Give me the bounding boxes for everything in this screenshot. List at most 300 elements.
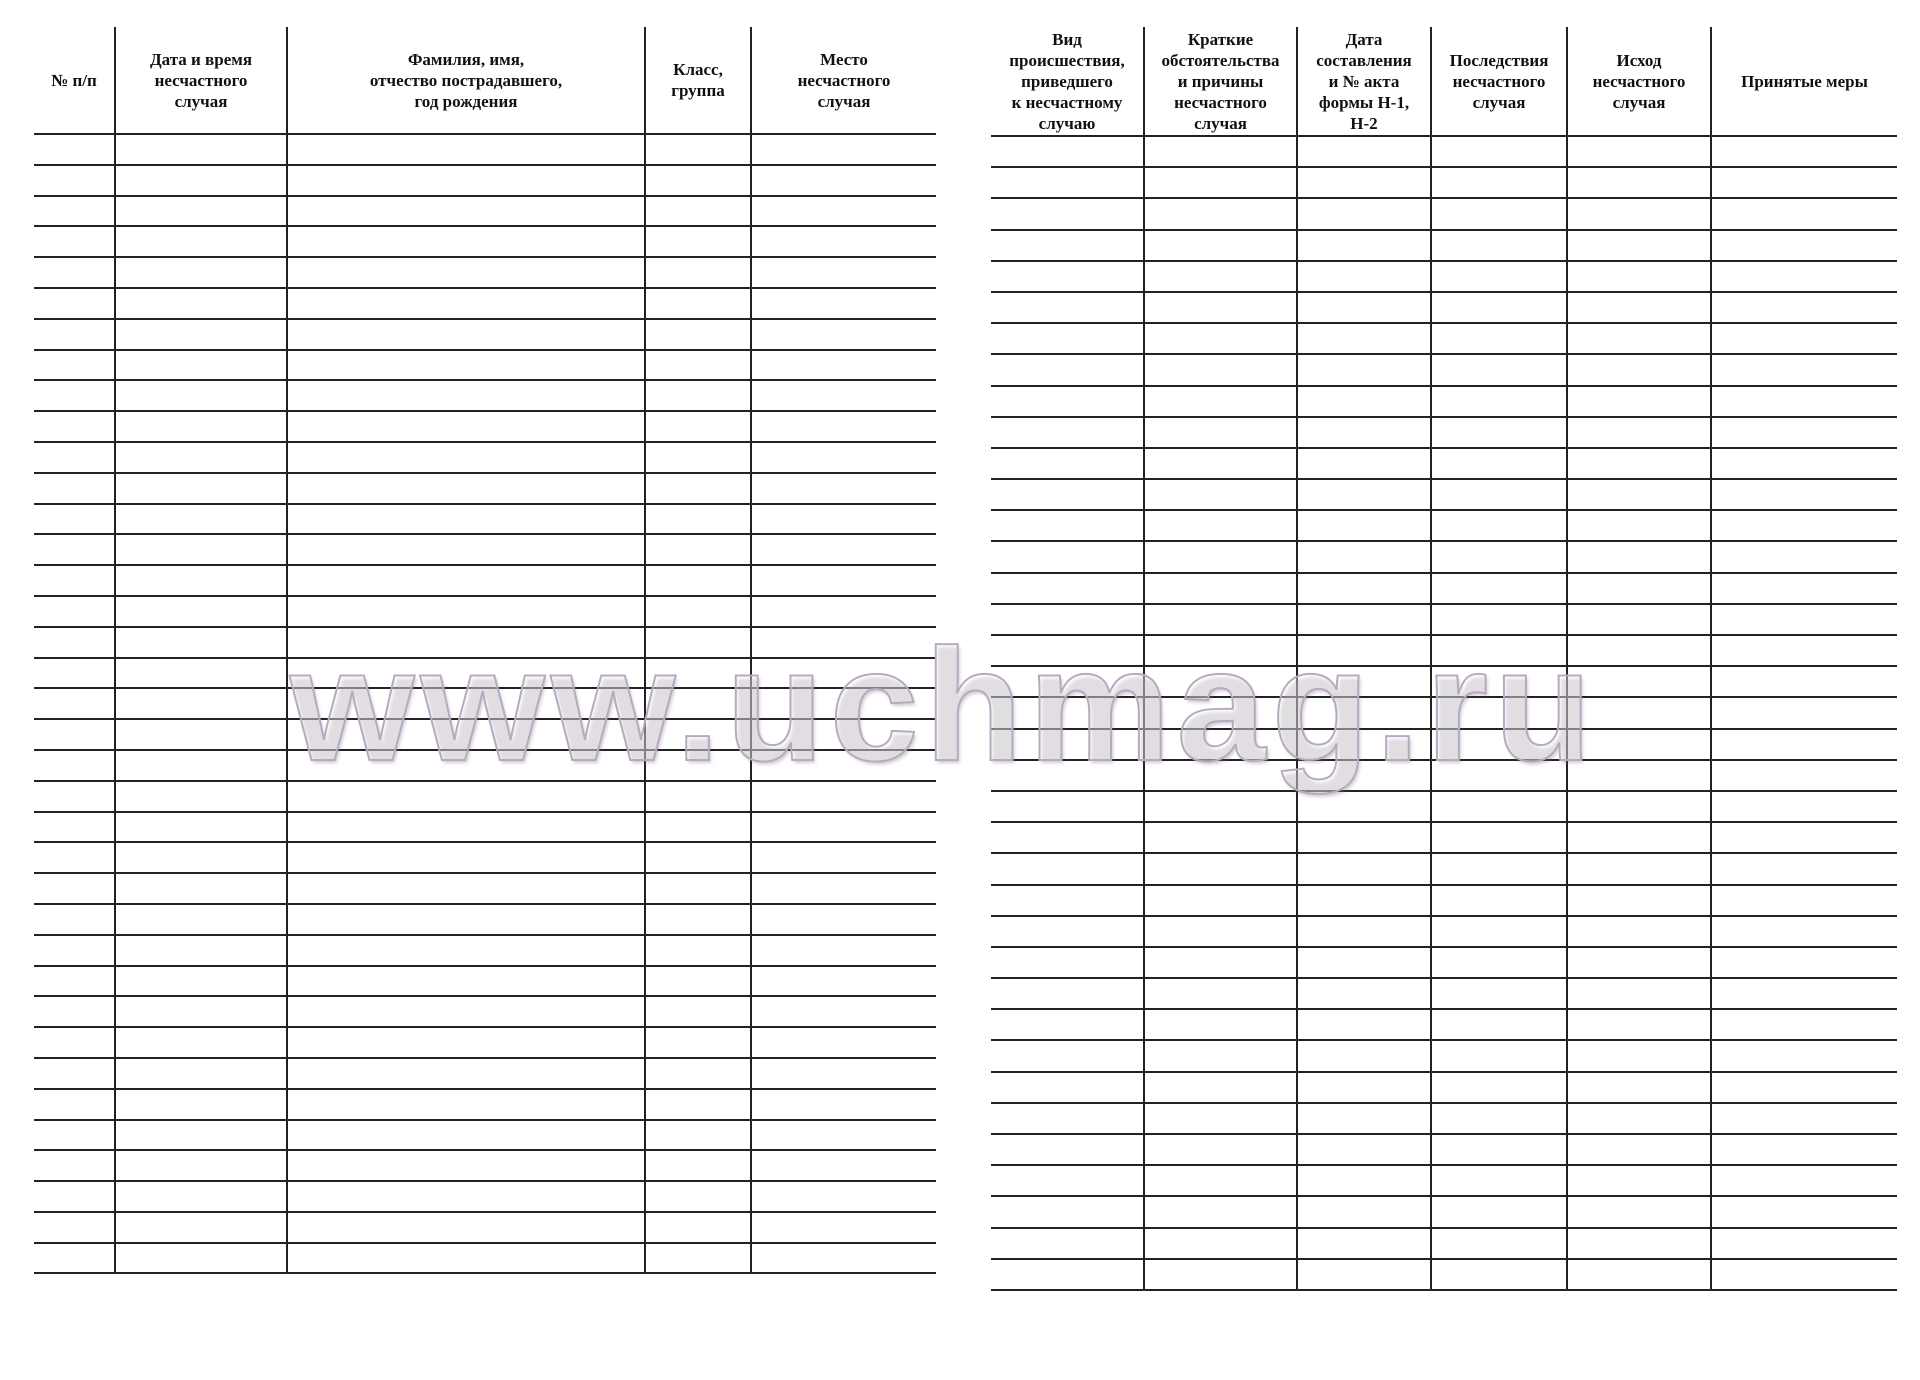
left-table-cell: [287, 534, 645, 565]
left-table-cell: [751, 1150, 936, 1181]
right-table-cell: [1711, 448, 1897, 479]
right-table-cell: [991, 853, 1144, 884]
right-table-cell: [1297, 729, 1431, 760]
left-table-cell: [287, 1150, 645, 1181]
right-table-cell: [1144, 604, 1297, 635]
right-table-cell: [1431, 853, 1567, 884]
left-table-cell: [645, 411, 751, 442]
left-table-cell: [751, 750, 936, 781]
right-page: [991, 27, 1897, 1291]
left-table-cell: [645, 350, 751, 381]
right-table-cell: [991, 947, 1144, 978]
right-table-cell: [991, 230, 1144, 261]
right-table-cell: [1711, 1040, 1897, 1071]
right-table-cell: [1297, 885, 1431, 916]
right-table-cell: [991, 885, 1144, 916]
left-table-row: [34, 473, 936, 504]
right-table-cell: [1297, 417, 1431, 448]
right-table-cell: [1431, 791, 1567, 822]
left-table-cell: [645, 596, 751, 627]
watermark: www.uchmag.ru: [290, 615, 1598, 794]
left-table-cell: [34, 473, 115, 504]
left-table-row: [34, 565, 936, 596]
right-table-cell: [1431, 1103, 1567, 1134]
right-table-cell: [1567, 1072, 1711, 1103]
right-table-row: [991, 822, 1897, 853]
right-table-cell: [1431, 261, 1567, 292]
left-table-cell: [115, 596, 287, 627]
right-table-cell: [991, 541, 1144, 572]
right-table-cell: [1711, 1196, 1897, 1227]
left-table-cell: [34, 504, 115, 535]
right-table-cell: [1567, 386, 1711, 417]
right-table-row: [991, 510, 1897, 541]
right-table-cell: [1431, 1072, 1567, 1103]
right-table-cell: [1297, 479, 1431, 510]
right-table-cell: [1297, 916, 1431, 947]
left-table-cell: [645, 1120, 751, 1151]
left-table-cell: [115, 750, 287, 781]
right-table-cell: [1144, 1165, 1297, 1196]
left-table-cell: [115, 996, 287, 1027]
left-table-cell: [115, 165, 287, 196]
right-table-cell: [991, 760, 1144, 791]
left-table-cell: [287, 1212, 645, 1243]
left-table-cell: [287, 411, 645, 442]
left-table-cell: [287, 873, 645, 904]
left-table-cell: [287, 688, 645, 719]
left-table-cell: [751, 719, 936, 750]
right-table-cell: [1297, 666, 1431, 697]
right-table-cell: [1144, 292, 1297, 323]
right-table-cell: [1144, 697, 1297, 728]
left-table-cell: [287, 627, 645, 658]
right-table-cell: [1711, 292, 1897, 323]
right-table-cell: [1431, 510, 1567, 541]
right-table-cell: [991, 1259, 1144, 1290]
right-table-cell: [991, 136, 1144, 167]
right-table-cell: [1711, 386, 1897, 417]
right-table-cell: [1431, 760, 1567, 791]
right-table-cell: [1431, 635, 1567, 666]
left-table-cell: [645, 1150, 751, 1181]
left-table-row: [34, 719, 936, 750]
right-table-cell: [991, 323, 1144, 354]
left-table-cell: [287, 996, 645, 1027]
left-table-cell: [34, 411, 115, 442]
right-table-cell: [1431, 1228, 1567, 1259]
left-table-cell: [751, 842, 936, 873]
left-table-cell: [751, 442, 936, 473]
left-table-cell: [34, 165, 115, 196]
right-table-cell: [1711, 230, 1897, 261]
left-table-cell: [287, 1243, 645, 1274]
right-table-cell: [1144, 230, 1297, 261]
right-table-cell: [1297, 261, 1431, 292]
right-table-cell: [1711, 697, 1897, 728]
right-table-cell: [1297, 1072, 1431, 1103]
left-table-cell: [287, 904, 645, 935]
right-table-row: [991, 1228, 1897, 1259]
left-table-cell: [645, 1212, 751, 1243]
header-date-time: Дата и время несчастного случая: [115, 27, 287, 134]
left-table-cell: [645, 688, 751, 719]
left-table-cell: [34, 565, 115, 596]
right-table-cell: [1144, 760, 1297, 791]
left-table-cell: [287, 504, 645, 535]
left-table-cell: [645, 226, 751, 257]
left-table-cell: [751, 257, 936, 288]
left-table-cell: [645, 319, 751, 350]
right-table-cell: [1144, 573, 1297, 604]
right-table-cell: [1431, 323, 1567, 354]
right-table-cell: [1567, 853, 1711, 884]
left-table-row: [34, 134, 936, 165]
left-table-cell: [115, 904, 287, 935]
left-table-cell: [287, 1181, 645, 1212]
left-table-cell: [645, 288, 751, 319]
left-table-cell: [287, 842, 645, 873]
left-table-row: [34, 1058, 936, 1089]
left-table-cell: [115, 226, 287, 257]
left-table-cell: [751, 627, 936, 658]
left-table-cell: [287, 442, 645, 473]
left-table-cell: [645, 842, 751, 873]
left-table-cell: [751, 1212, 936, 1243]
right-table-cell: [1567, 760, 1711, 791]
right-table-cell: [1297, 1259, 1431, 1290]
right-table-cell: [1567, 822, 1711, 853]
right-table-cell: [1144, 323, 1297, 354]
left-table-row: [34, 1120, 936, 1151]
right-table-cell: [991, 292, 1144, 323]
left-table-row: [34, 812, 936, 843]
right-table-cell: [1711, 947, 1897, 978]
right-table-cell: [1711, 167, 1897, 198]
left-table-row: [34, 1150, 936, 1181]
left-table-cell: [34, 134, 115, 165]
left-table-cell: [115, 380, 287, 411]
right-table-cell: [1144, 822, 1297, 853]
right-table-cell: [1144, 947, 1297, 978]
left-table-row: [34, 319, 936, 350]
left-table-cell: [645, 781, 751, 812]
right-table-cell: [1297, 541, 1431, 572]
left-page: [34, 27, 936, 1274]
right-table-cell: [1297, 136, 1431, 167]
right-table-cell: [991, 791, 1144, 822]
right-table-cell: [1567, 510, 1711, 541]
left-table-cell: [751, 996, 936, 1027]
left-register-table: [34, 27, 936, 1274]
left-table-cell: [645, 165, 751, 196]
left-table-cell: [34, 781, 115, 812]
left-table-cell: [287, 596, 645, 627]
left-table-row: [34, 534, 936, 565]
right-table-row: [991, 479, 1897, 510]
left-table-cell: [34, 226, 115, 257]
right-table-cell: [1711, 635, 1897, 666]
left-table-cell: [645, 812, 751, 843]
right-table-cell: [1711, 916, 1897, 947]
right-table-cell: [1144, 666, 1297, 697]
left-table-cell: [645, 935, 751, 966]
right-table-row: [991, 791, 1897, 822]
left-table-cell: [287, 812, 645, 843]
right-table-cell: [1431, 354, 1567, 385]
right-table-cell: [1711, 1009, 1897, 1040]
left-table-row: [34, 165, 936, 196]
right-table-cell: [1567, 136, 1711, 167]
left-table-cell: [115, 196, 287, 227]
right-table-cell: [991, 354, 1144, 385]
left-table-row: [34, 596, 936, 627]
right-table-cell: [991, 573, 1144, 604]
right-table-cell: [1567, 573, 1711, 604]
left-table-cell: [751, 565, 936, 596]
right-table-cell: [1567, 1196, 1711, 1227]
left-table-cell: [645, 257, 751, 288]
right-table-cell: [1567, 354, 1711, 385]
right-table-cell: [1297, 323, 1431, 354]
left-table-row: [34, 411, 936, 442]
right-table-cell: [991, 1009, 1144, 1040]
right-table-row: [991, 885, 1897, 916]
left-table-row: [34, 750, 936, 781]
right-table-cell: [1431, 885, 1567, 916]
right-table-cell: [1711, 885, 1897, 916]
header-circumstances: Краткие обстоятельства и причины несчастного случая: [1144, 27, 1297, 136]
right-table-cell: [991, 198, 1144, 229]
right-table-cell: [1431, 573, 1567, 604]
right-table-cell: [1567, 635, 1711, 666]
right-table-cell: [1431, 1009, 1567, 1040]
right-table-cell: [991, 1103, 1144, 1134]
right-table-cell: [1711, 978, 1897, 1009]
right-table-cell: [1144, 1196, 1297, 1227]
left-table-cell: [287, 196, 645, 227]
left-table-cell: [287, 1089, 645, 1120]
left-table-cell: [115, 966, 287, 997]
right-table-cell: [1297, 198, 1431, 229]
right-table-cell: [1431, 978, 1567, 1009]
header-place: Место несчастного случая: [751, 27, 936, 134]
left-table-cell: [645, 966, 751, 997]
left-table-row: [34, 1212, 936, 1243]
left-table-cell: [751, 781, 936, 812]
left-table-cell: [287, 1058, 645, 1089]
right-table-cell: [1711, 1228, 1897, 1259]
right-table-cell: [1144, 916, 1297, 947]
left-table-cell: [645, 196, 751, 227]
left-table-row: [34, 842, 936, 873]
right-table-cell: [991, 729, 1144, 760]
right-table-cell: [1431, 417, 1567, 448]
right-table-cell: [1567, 448, 1711, 479]
right-table-cell: [1711, 791, 1897, 822]
right-table-cell: [1431, 292, 1567, 323]
left-table-cell: [115, 1243, 287, 1274]
right-table-cell: [1144, 1259, 1297, 1290]
left-table-cell: [645, 1181, 751, 1212]
right-table-cell: [1144, 417, 1297, 448]
left-table-cell: [751, 319, 936, 350]
left-table-body: [34, 134, 936, 1273]
right-table-cell: [1297, 573, 1431, 604]
right-table-cell: [1431, 822, 1567, 853]
left-table-cell: [115, 319, 287, 350]
left-table-cell: [115, 504, 287, 535]
right-table-cell: [991, 697, 1144, 728]
right-table-row: [991, 573, 1897, 604]
left-table-cell: [287, 658, 645, 689]
right-table-cell: [1711, 510, 1897, 541]
left-table-row: [34, 781, 936, 812]
right-table-cell: [1431, 1259, 1567, 1290]
left-table-cell: [287, 935, 645, 966]
right-table-cell: [1297, 604, 1431, 635]
right-table-row: [991, 541, 1897, 572]
left-table-cell: [751, 226, 936, 257]
right-table-row: [991, 1196, 1897, 1227]
right-table-cell: [1567, 292, 1711, 323]
left-table-cell: [287, 380, 645, 411]
right-table-cell: [1297, 354, 1431, 385]
right-table-cell: [991, 635, 1144, 666]
right-table-cell: [1144, 1040, 1297, 1071]
left-table-cell: [34, 1089, 115, 1120]
right-table-cell: [1567, 1165, 1711, 1196]
right-table-row: [991, 760, 1897, 791]
right-table-cell: [991, 1165, 1144, 1196]
right-table-cell: [1711, 573, 1897, 604]
right-table-cell: [1711, 136, 1897, 167]
right-table-row: [991, 292, 1897, 323]
right-table-cell: [1711, 853, 1897, 884]
right-table-row: [991, 261, 1897, 292]
left-table-cell: [751, 1181, 936, 1212]
left-table-cell: [645, 627, 751, 658]
right-table-cell: [991, 666, 1144, 697]
left-table-cell: [115, 781, 287, 812]
left-table-cell: [34, 719, 115, 750]
right-table-row: [991, 666, 1897, 697]
left-table-cell: [34, 288, 115, 319]
left-table-cell: [115, 1089, 287, 1120]
left-table-cell: [115, 411, 287, 442]
right-table-cell: [1711, 1165, 1897, 1196]
left-table-cell: [751, 596, 936, 627]
header-act-date-number: Дата составления и № акта формы Н-1, Н-2: [1297, 27, 1431, 136]
left-table-cell: [115, 1120, 287, 1151]
left-table-cell: [751, 658, 936, 689]
left-table-cell: [34, 1120, 115, 1151]
left-table-cell: [751, 196, 936, 227]
left-table-cell: [287, 319, 645, 350]
left-table-cell: [751, 935, 936, 966]
right-table-cell: [1431, 1165, 1567, 1196]
right-table-cell: [1144, 729, 1297, 760]
right-table-cell: [991, 978, 1144, 1009]
right-table-cell: [1144, 510, 1297, 541]
left-table-cell: [287, 473, 645, 504]
right-table-cell: [1567, 230, 1711, 261]
right-table-cell: [1711, 666, 1897, 697]
left-table-cell: [34, 350, 115, 381]
right-table-cell: [1567, 729, 1711, 760]
left-table-cell: [34, 319, 115, 350]
left-table-row: [34, 442, 936, 473]
right-table-row: [991, 230, 1897, 261]
right-table-cell: [991, 1196, 1144, 1227]
left-table-cell: [645, 565, 751, 596]
right-table-cell: [1711, 198, 1897, 229]
right-table-cell: [1567, 1009, 1711, 1040]
header-consequences: Последствия несчастного случая: [1431, 27, 1567, 136]
right-table-cell: [1297, 1165, 1431, 1196]
right-table-cell: [1711, 479, 1897, 510]
right-table-cell: [1567, 323, 1711, 354]
right-table-row: [991, 136, 1897, 167]
right-table-cell: [1297, 947, 1431, 978]
right-table-cell: [1297, 292, 1431, 323]
right-table-row: [991, 916, 1897, 947]
right-table-cell: [1144, 978, 1297, 1009]
header-incident-type: Вид происшествия, приведшего к несчастному случаю: [991, 27, 1144, 136]
left-table-cell: [34, 1212, 115, 1243]
left-table-cell: [287, 165, 645, 196]
right-table-cell: [1711, 1134, 1897, 1165]
left-table-cell: [34, 873, 115, 904]
right-table-cell: [1144, 1228, 1297, 1259]
right-table-row: [991, 1259, 1897, 1290]
right-table-cell: [1431, 479, 1567, 510]
right-table-cell: [1431, 230, 1567, 261]
right-table-cell: [1711, 760, 1897, 791]
right-table-row: [991, 1103, 1897, 1134]
right-table-row: [991, 1009, 1897, 1040]
left-table-cell: [34, 442, 115, 473]
right-table-cell: [991, 1040, 1144, 1071]
left-table-cell: [751, 1120, 936, 1151]
right-table-cell: [1567, 697, 1711, 728]
left-table-cell: [287, 226, 645, 257]
right-table-cell: [1297, 1134, 1431, 1165]
right-table-row: [991, 729, 1897, 760]
left-table-cell: [645, 134, 751, 165]
left-table-cell: [287, 1027, 645, 1058]
left-table-cell: [115, 288, 287, 319]
left-table-row: [34, 658, 936, 689]
header-number: № п/п: [34, 27, 115, 134]
right-table-cell: [1297, 1228, 1431, 1259]
left-table-cell: [34, 996, 115, 1027]
right-table-cell: [1144, 1103, 1297, 1134]
left-table-cell: [34, 812, 115, 843]
right-table-cell: [1297, 386, 1431, 417]
left-table-cell: [287, 134, 645, 165]
left-table-cell: [751, 1027, 936, 1058]
left-table-cell: [115, 1027, 287, 1058]
right-table-cell: [1567, 1228, 1711, 1259]
right-table-cell: [1431, 604, 1567, 635]
left-table-cell: [645, 904, 751, 935]
left-table-cell: [115, 812, 287, 843]
left-table-cell: [287, 966, 645, 997]
left-table-cell: [34, 904, 115, 935]
left-table-cell: [751, 873, 936, 904]
left-table-cell: [115, 627, 287, 658]
